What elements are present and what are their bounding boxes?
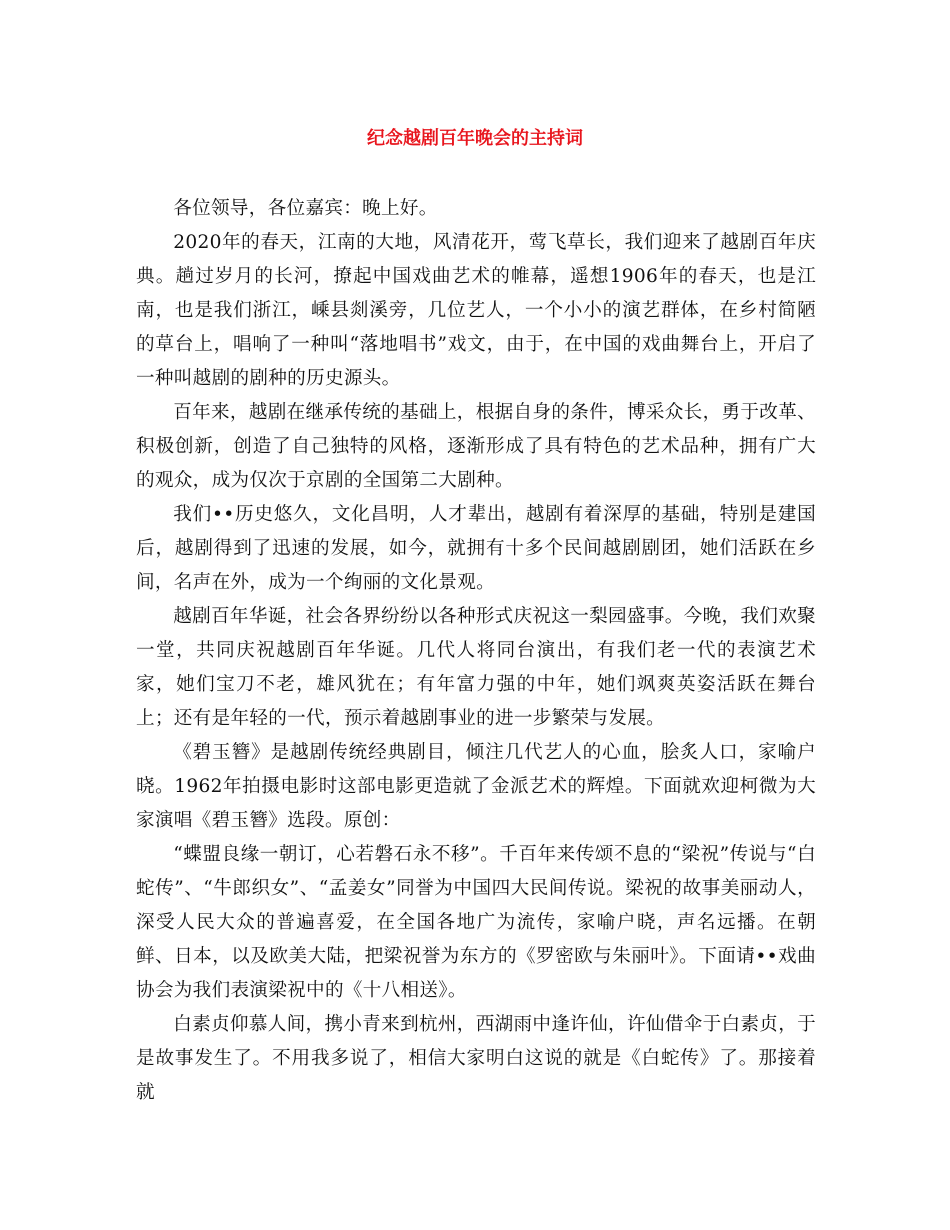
paragraph-local-culture: 我们••历史悠久，文化昌明，人才辈出，越剧有着深厚的基础，特别是建国后，越剧得到了迅速的发展，如今，就拥有十多个民间越剧剧团，她们活跃在乡间，名声在外，成为一个绚丽的文化景观。	[136, 504, 816, 593]
document-title: 纪念越剧百年晚会的主持词	[367, 128, 583, 149]
paragraph-white-snake: 白素贞仰慕人间，携小青来到杭州，西湖雨中逢许仙，许仙借伞于白素贞，于是故事发生了。不用我多说了，相信大家明白这说的就是《白蛇传》了。那接着就	[136, 1014, 816, 1103]
paragraph-anniversary: 越剧百年华诞，社会各界纷纷以各种形式庆祝这一梨园盛事。今晚，我们欢聚一堂，共同庆祝越剧百年华诞。几代人将同台演出，有我们老一代的表演艺术家，她们宝刀不老，雄风犹在；有年富力强的中年，她们飒爽英姿活跃在舞台上；还有是年轻的一代，预示着越剧事业的进一步繁荣与发展。	[136, 606, 816, 729]
document-body	[136, 192, 816, 1110]
paragraph-century-history: 百年来，越剧在继承传统的基础上，根据自身的条件，博采众长，勇于改革、积极创新，创造了自己独特的风格，逐渐形成了具有特色的艺术品种，拥有广大的观众，成为仅次于京剧的全国第二大剧种。	[136, 402, 816, 491]
paragraph-biyuzan: 《碧玉簪》是越剧传统经典剧目，倾注几代艺人的心血，脍炙人口，家喻户晓。1962年拍摄电影时这部电影更造就了金派艺术的辉煌。下面就欢迎柯微为大家演唱《碧玉簪》选段。原创：	[136, 742, 816, 831]
paragraph-liangzhu: “蝶盟良缘一朝订，心若磐石永不移”。千百年来传颂不息的“梁祝”传说与“白蛇传”、“牛郎织女”、“孟姜女”同誉为中国四大民间传说。梁祝的故事美丽动人，深受人民大众的普遍喜爱，在全国各地广为流传，家喻户晓，声名远播。在朝鲜、日本，以及欧美大陆，把梁祝誉为东方的《罗密欧与朱丽叶》。下面请••戏曲协会为我们表演梁祝中的《十八相送》。	[136, 844, 816, 1001]
paragraph-greeting: 各位领导，各位嘉宾：晚上好。	[173, 198, 438, 219]
paragraph-spring-2020: 2020年的春天，江南的大地，风清花开，莺飞草长，我们迎来了越剧百年庆典。趟过岁月的长河，撩起中国戏曲艺术的帷幕，遥想1906年的春天，也是江南，也是我们浙江，嵊县剡溪旁，几位艺人，一个小小的演艺群体，在乡村简陋的草台上，唱响了一种叫“落地唱书”戏文，由于，在中国的戏曲舞台上，开启了一种叫越剧的剧种的历史源头。	[136, 232, 816, 389]
